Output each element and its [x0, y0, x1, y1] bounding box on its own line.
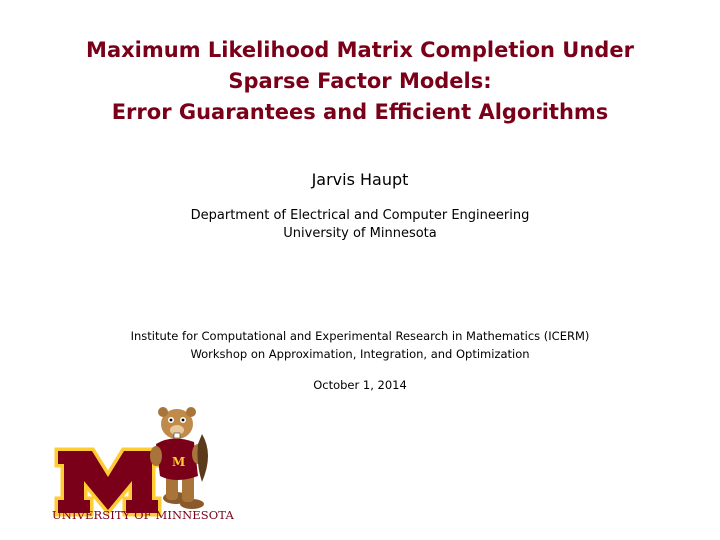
- slide-title: [0, 35, 720, 128]
- title-line-2: Sparse Factor Models:: [228, 69, 492, 93]
- workshop: Workshop on Approximation, Integration, and Optimization: [190, 347, 530, 361]
- author-name: Jarvis Haupt: [311, 170, 409, 189]
- department: Department of Electrical and Computer Engineering: [190, 208, 530, 223]
- institute: Institute for Computational and Experimental Research in Mathematics (ICERM): [130, 329, 590, 343]
- university: University of Minnesota: [283, 226, 437, 241]
- event-info: [0, 327, 720, 363]
- title-line-3: Error Guarantees and Efficient Algorithms: [111, 100, 609, 124]
- title-line-1: Maximum Likelihood Matrix Completion Under: [86, 38, 634, 62]
- presentation-date: October 1, 2014: [313, 378, 407, 392]
- svg-text:M: M: [172, 455, 186, 469]
- gopher-mascot: [150, 407, 208, 509]
- university-logo-text: UNIVERSITY OF MINNESOTA: [52, 508, 234, 522]
- affiliation: [0, 207, 720, 243]
